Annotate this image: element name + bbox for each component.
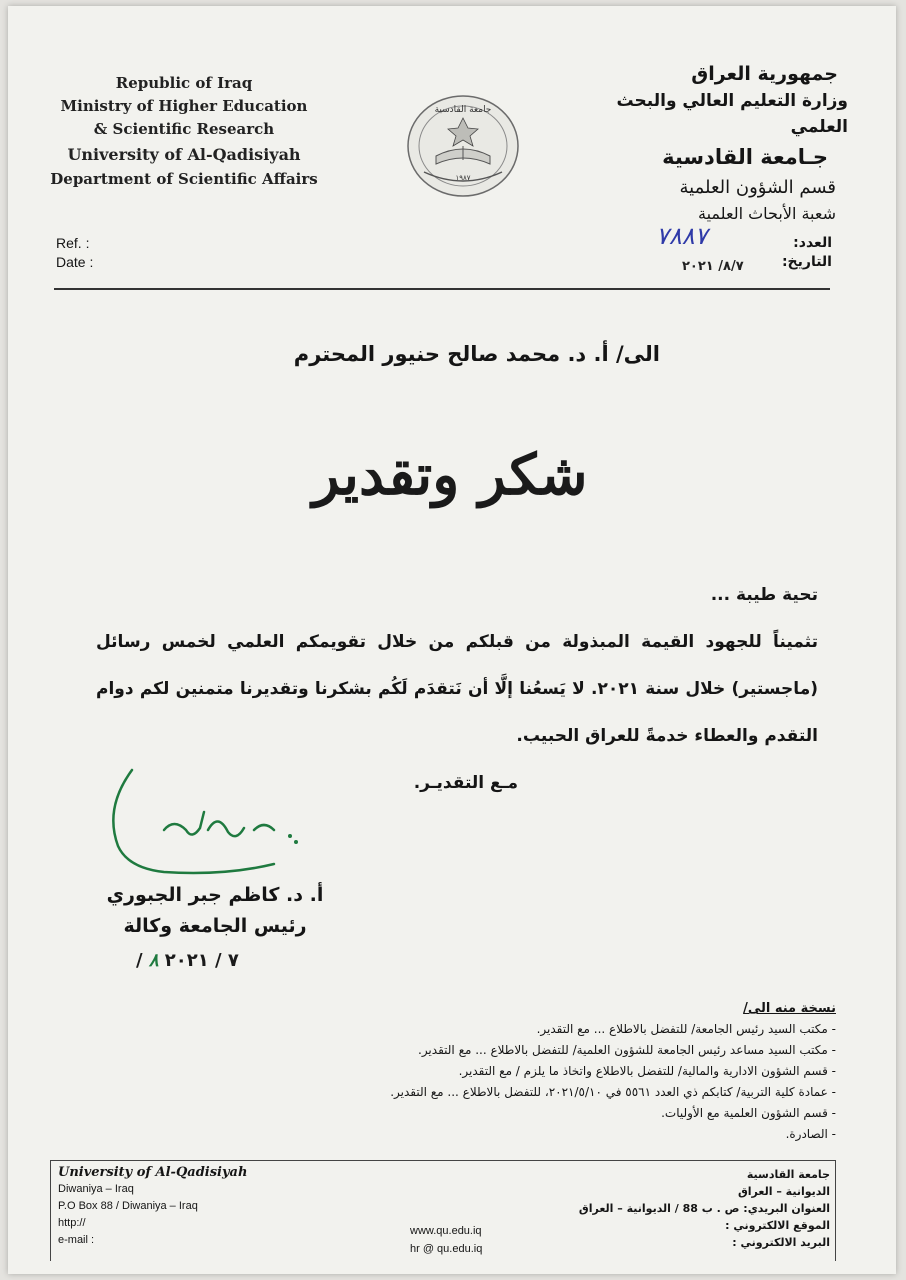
footer-university: University of Al-Qadisiyah (58, 1165, 248, 1180)
department-label-ar: قسم الشؤون العلمية (679, 177, 836, 198)
signature-date-printed: / ٧ / ٢٠٢١ (136, 950, 239, 971)
footer-web (410, 1222, 482, 1258)
greeting: تحية طيبة ... (710, 585, 818, 605)
header-divider (54, 288, 830, 290)
footer-pobox-ar: العنوان البريدي: ص . ب 88 / الديوانية – العراق (578, 1202, 830, 1215)
division-label-ar: شعبة الأبحاث العلمية (698, 204, 836, 223)
copy-item: - مكتب السيد رئيس الجامعة/ للتفضل بالاطلاع ... مع التقدير. (536, 1022, 836, 1036)
footer-city-ar: الديوانية – العراق (737, 1185, 830, 1198)
copy-item: - قسم الشؤون العلمية مع الأوليات. (661, 1106, 836, 1120)
letter-title: شكر وتقدير (312, 442, 588, 508)
english-letterhead (44, 72, 324, 191)
republic-label: Republic of Iraq (115, 74, 253, 92)
seal-year: ١٩٨٧ (455, 174, 471, 182)
ref-label-ar: العدد: (793, 235, 832, 251)
footer-city: Diwaniya – Iraq (58, 1183, 134, 1195)
body-paragraph: تثميناً للجهود القيمة المبذولة من قبلكم من خلال تقويمكم العلمي لخمس رسائل (ماجستير) خلال سنة ٢٠٢١. لا يَسعُنا إلَّا أن نَتقدَم لَكُم بشكرنا وتقديرنا متمنين لكم دوام التقدم والعطاء خدمةً للعراق الحبيب. (96, 632, 818, 746)
republic-label-ar: جمهورية العراق (691, 63, 838, 85)
university-seal-logo (404, 94, 522, 202)
ministry-label: Ministry of Higher Education (60, 97, 308, 115)
handwritten-signature (104, 768, 304, 878)
ref-label: Ref. : (56, 235, 90, 251)
ministry-label-ar: وزارة التعليم العالي والبحث العلمي (616, 91, 848, 137)
footer-english (58, 1164, 247, 1249)
footer-arabic (530, 1166, 830, 1251)
signature-date (136, 950, 239, 971)
date-label-ar: التاريخ: (781, 254, 832, 270)
date-label: Date : (56, 254, 94, 270)
footer-university-ar: جامعة القادسية (746, 1168, 830, 1181)
copy-item: - قسم الشؤون الادارية والمالية/ للتفضل بالاطلاع واتخاذ ما يلزم / مع التقدير. (458, 1064, 836, 1078)
reference-labels-en (56, 234, 93, 272)
arabic-letterhead (588, 60, 848, 226)
footer-http-label: http:// (58, 1217, 86, 1229)
footer-email-label: e-mail : (58, 1234, 95, 1246)
university-label-ar: جـامعة القادسية (662, 145, 828, 169)
reference-labels-ar (782, 234, 832, 272)
copy-item: - مكتب السيد مساعد رئيس الجامعة للشؤون العلمية/ للتفضل بالاطلاع ... مع التقدير. (418, 1043, 836, 1057)
university-label: University of Al-Qadisiyah (67, 145, 301, 164)
footer-email-label-ar: البريد الالكتروني : (732, 1236, 830, 1249)
signatory-name: أ. د. كاظم جبر الجبوري (106, 884, 324, 906)
letter-date: ٨/٧/ ٢٠٢١ (682, 259, 744, 274)
signatory-block (104, 880, 326, 942)
footer-pobox: P.O Box 88 / Diwaniya – Iraq (58, 1200, 198, 1212)
signature-date-handwritten: ٨ (148, 950, 159, 971)
addressee-line: الى/ أ. د. محمد صالح حنيور المحترم (293, 342, 660, 366)
copies-list (236, 998, 836, 1145)
footer-email[interactable]: hr @ qu.edu.iq (410, 1243, 483, 1255)
closing: مـع التقديـر. (413, 773, 518, 793)
signatory-position: رئيس الجامعة وكالة (123, 915, 307, 937)
department-label: Department of Scientific Affairs (50, 170, 318, 188)
seal-text: جامعة القادسية (434, 105, 492, 115)
copies-header: نسخة منه الى/ (743, 1001, 836, 1016)
copy-item: - الصادرة. (785, 1127, 836, 1141)
footer-website[interactable]: www.qu.edu.iq (410, 1225, 482, 1237)
copy-item: - عمادة كلية التربية/ كتابكم ذي العدد ٥٥٦١ في ٢٠٢١/٥/١٠، للتفضل بالاطلاع ... مع التقدير. (390, 1085, 836, 1099)
ministry-label-cont: & Scientific Research (93, 120, 275, 138)
reference-number: ٧٨٨٧ (656, 222, 708, 250)
footer-website-label-ar: الموقع الالكتروني : (725, 1219, 830, 1232)
